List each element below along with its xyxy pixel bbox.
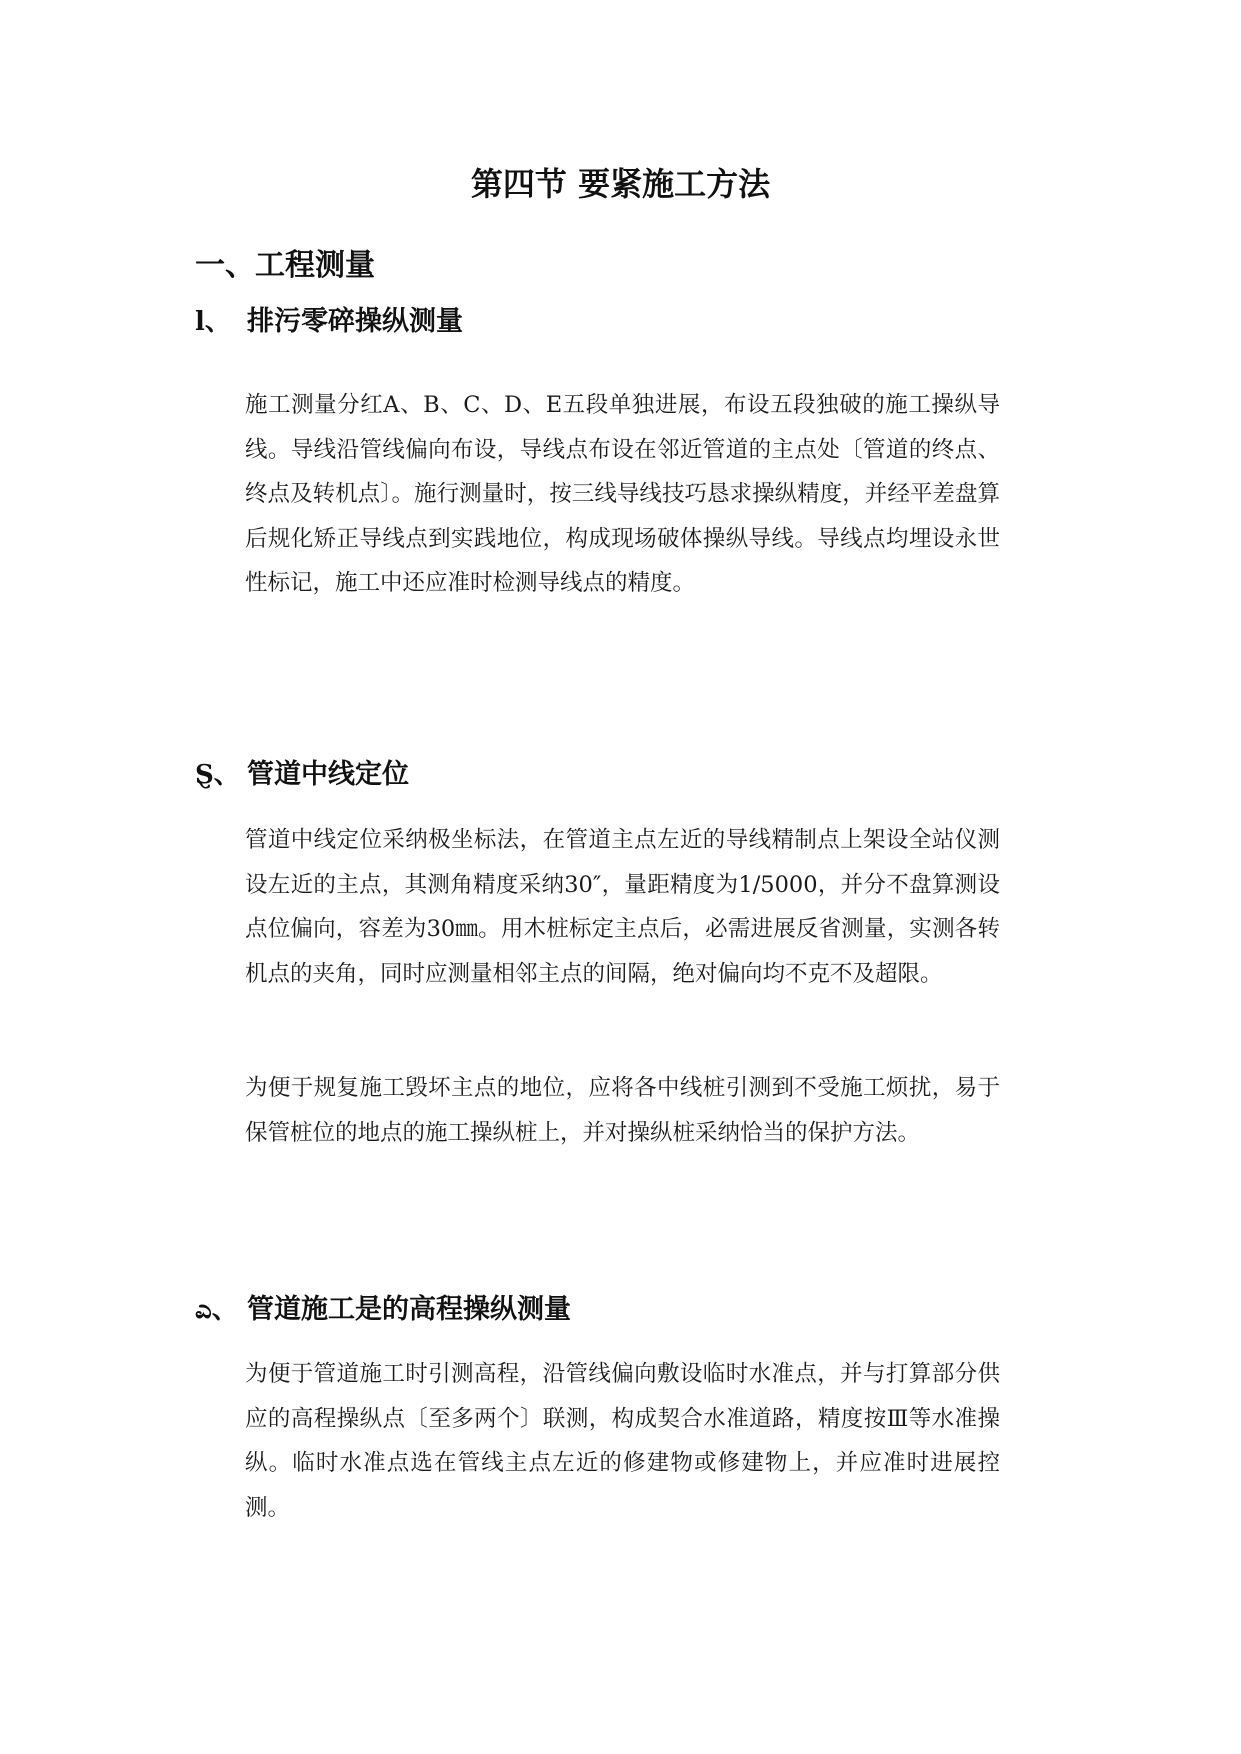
section-heading-engineering-survey: 一、工程测量 [195, 248, 375, 283]
subsection-heading-elevation-control [195, 1292, 571, 1328]
page-title: 第四节 要紧施工方法 [470, 165, 771, 203]
subsection-number: Ȿ、 [195, 760, 240, 790]
subsection-title: 管道中线定位 [247, 759, 409, 790]
subsection-heading-sewage-control-survey [195, 304, 463, 340]
paragraph: 管道中线定位采纳极坐标法，在管道主点左近的导线精制点上架设全站仪测设左近的主点，其测角精度采纳30″，量距精度为1/5000，并分不盘算测设点位偏向，容差为30㎜。用木桩标定主点后，必需进展反省测量，实测各转机点的夹角，同时应测量相邻主点的间隔，绝对偏向均不克不及超限。 [245, 827, 1000, 987]
subsection-title: 排污零碎操纵测量 [247, 306, 463, 337]
subsection-number: l、 [195, 307, 231, 337]
paragraph: 为便于规复施工毁坏主点的地位，应将各中线桩引测到不受施工烦扰，易于保管桩位的地点的施工操纵桩上，并对操纵桩采纳恰当的保护方法。 [245, 1075, 1000, 1146]
paragraph: 为便于管道施工时引测高程，沿管线偏向敷设临时水准点，并与打算部分供应的高程操纵点〔至多两个〕联测，构成契合水准道路，精度按Ⅲ等水准操纵。临时水准点选在管线主点左近的修建物或修建物上，并应准时进展控测。 [245, 1361, 1000, 1521]
paragraph: 施工测量分红A、B、C、D、E五段单独进展，布设五段独破的施工操纵导线。导线沿管线偏向布设，导线点布设在邻近管道的主点处〔管道的终点、终点及转机点〕。施行测量时，按三线导线技巧恳求操纵精度，并经平差盘算后规化矫正导线点到实践地位，构成现场破体操纵导线。导线点均埋设永世性标记，施工中还应准时检测导线点的精度。 [245, 392, 1000, 596]
subsection-number: ಎ、 [195, 1295, 238, 1325]
subsection-heading-pipeline-centerline [195, 757, 409, 793]
subsection-title: 管道施工是的高程操纵测量 [247, 1294, 571, 1325]
